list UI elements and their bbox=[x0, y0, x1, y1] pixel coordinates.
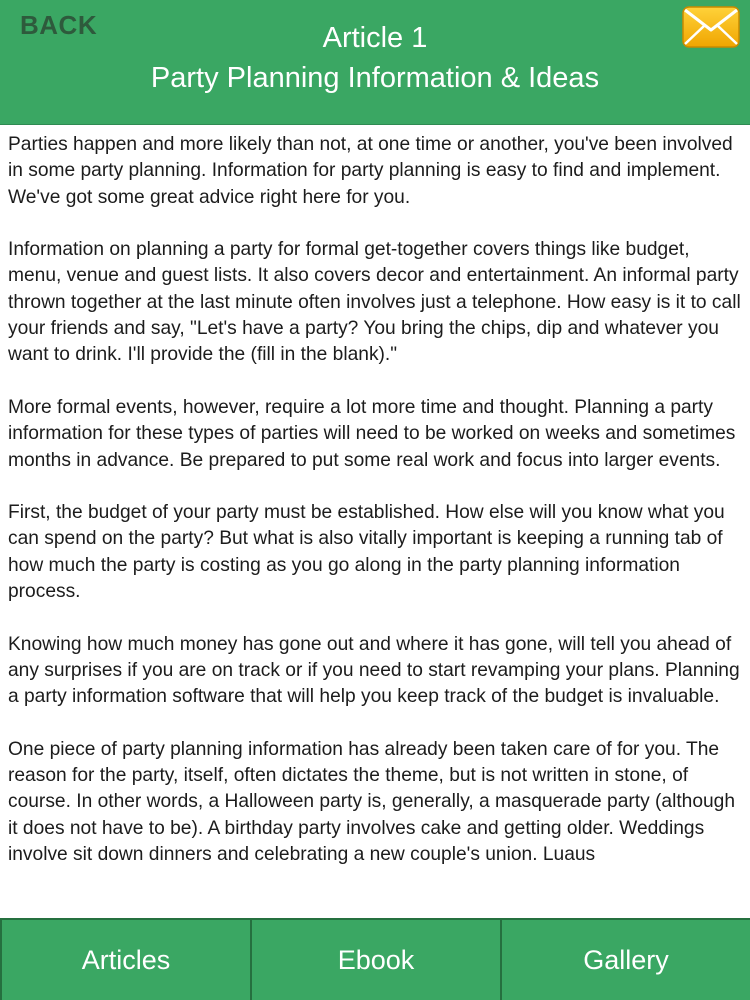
bottom-tab-bar bbox=[0, 918, 750, 1000]
tab-ebook[interactable]: Ebook bbox=[252, 920, 502, 1000]
tab-articles[interactable]: Articles bbox=[0, 920, 252, 1000]
article-body bbox=[0, 124, 750, 868]
article-paragraph: More formal events, however, require a lot more time and thought. Planning a party information for these types of parties will need to be worked on weeks and sometimes months in advance. Be prepared to put some real work and focus into larger events. bbox=[8, 396, 736, 471]
article-paragraph: Knowing how much money has gone out and where it has gone, will tell you ahead of any surprises if you are on track or if you need to start revamping your plans. Planning a party information software that will help you keep track of the budget is invaluable. bbox=[8, 633, 740, 708]
back-button[interactable]: BACK bbox=[20, 10, 98, 40]
header-bar bbox=[0, 0, 750, 125]
tab-gallery[interactable]: Gallery bbox=[583, 944, 669, 975]
envelope-icon bbox=[682, 6, 740, 48]
article-paragraph: One piece of party planning information has already been taken care of for you. The reason for the party, itself, often dictates the theme, but is not written in stone, of course. In other words, a Halloween party is, generally, a masquerade party (although it does not have to be). A birthday party involves cake and getting older. Weddings involve sit down dinners and celebrating a new couple's union. Luaus bbox=[8, 738, 736, 866]
mail-button[interactable] bbox=[682, 6, 740, 48]
article-paragraph: First, the budget of your party must be established. How else will you know what you can spend on the party? But what is also vitally important is keeping a running tab of how much the party is costing as you go along in the party planning information process. bbox=[8, 502, 725, 603]
article-scroll-area[interactable] bbox=[0, 124, 750, 918]
page-subtitle: Party Planning Information & Ideas bbox=[150, 62, 600, 94]
article-paragraph: Parties happen and more likely than not, at one time or another, you've been involved in some party planning. Information for party planning is easy to find and implement. We've got some great advice right here for you. bbox=[8, 134, 733, 208]
article-paragraph: Information on planning a party for formal get-together covers things like budget, menu, venue and guest lists. It also covers decor and entertainment. An informal party thrown together at the last minute often involves just a telephone. How easy is it to call your friends and say, "Let's have a party? You bring the chips, dip and whatever you want to drink. I'll provide the (fill in the blank)." bbox=[8, 239, 741, 366]
page-title: Article 1 bbox=[322, 22, 428, 54]
